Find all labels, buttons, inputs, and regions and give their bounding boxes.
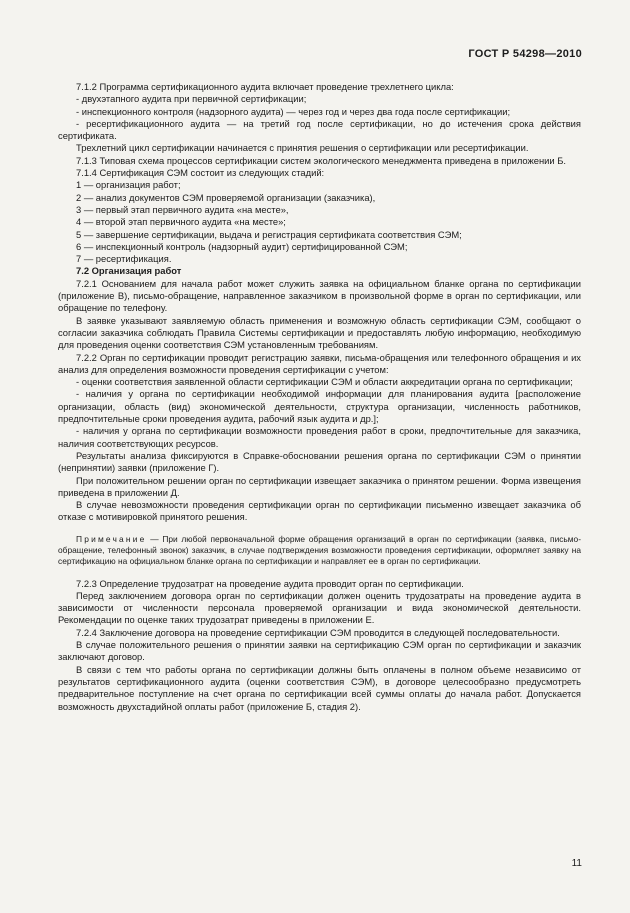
paragraph: 7.2.1 Основанием для начала работ может служить заявка на официальном бланке органа по сертификации (приложение В), письмо-обращение, направленное заказчиком в произвольной форме в орган по сертификации, или обращение по телефону.	[58, 277, 581, 314]
paragraph: 7.2.3 Определение трудозатрат на проведение аудита проводит орган по сертификации.	[76, 577, 464, 589]
document-body	[58, 81, 581, 713]
list-item: - ресертификационного аудита — на третий год после сертификации, но до истечения срока действия сертификата.	[58, 117, 581, 142]
note-label: Примечание	[76, 533, 147, 544]
list-item: 6 — инспекционный контроль (надзорный аудит) сертифицированной СЭМ;	[76, 240, 408, 252]
paragraph: Результаты анализа фиксируются в Справке-обосновании решения органа по сертификации СЭМ о принятии (непринятии) заявки (приложение Г).	[58, 449, 581, 474]
list-item: 3 — первый этап первичного аудита «на месте»,	[76, 203, 289, 215]
list-item: - инспекционного контроля (надзорного аудита) — через год и через два года после сертификации;	[76, 105, 511, 117]
list-item: 1 — организация работ;	[76, 179, 181, 191]
section-heading: 7.2 Организация работ	[76, 265, 182, 277]
paragraph: При положительном решении орган по сертификации извещает заказчика о принятом решении. Форма извещения приведена в приложении Д.	[58, 474, 581, 498]
paragraph: 7.1.2 Программа сертификационного аудита включает проведение трехлетнего цикла:	[76, 81, 454, 92]
paragraph: 7.2.2 Орган по сертификации проводит регистрацию заявки, письма-обращения или телефонного обращения и их анализ для определения возможности проведения сертификации с учетом:	[58, 351, 581, 375]
paragraph: В заявке указывают заявляемую область применения и возможную область сертификации СЭМ, сообщают о согласии заказчика соблюдать Правила Системы сертификации и предоставлять любую информацию, необходимую для проведения оценки соответствия СЭМ установленным требованиям.	[58, 314, 581, 351]
document-header: ГОСТ Р 54298—2010	[468, 48, 582, 60]
paragraph: Трехлетний цикл сертификации начинается с принятия решения о сертификации или ресертификации.	[76, 142, 529, 154]
paragraph: В случае невозможности проведения сертификации орган по сертификации письменно извещает заказчика об отказе с мотивировкой принятого решения.	[58, 499, 581, 523]
list-item: - оценки соответствия заявленной области сертификации СЭМ и области аккредитации органа по сертификации;	[76, 376, 573, 388]
list-item: - наличия у органа по сертификации необходимой информации для планирования аудита [расположение организации, область (вид) экономической деятельности, структура организации, численность работников, предпочтительные сроки проведения аудита, рабочий язык аудита и др.];	[58, 388, 581, 425]
paragraph: В связи с тем что работы органа по сертификации должны быть оплачены в полном объеме независимо от результатов сертификационного аудита (оценки соответствия СЭМ), в договоре целесообразно предусмотреть предварительное поступление на счет органа по сертификации всей суммы оплаты до начала работ. Допускается возможность двухстадийной оплаты работ (приложение Б, стадия 2).	[58, 663, 581, 712]
list-item: 4 — второй этап первичного аудита «на месте»;	[76, 216, 286, 228]
list-item: 5 — завершение сертификации, выдача и регистрация сертификата соответствия СЭМ;	[76, 228, 462, 240]
list-item: 2 — анализ документов СЭМ проверяемой организации (заказчика),	[76, 191, 376, 203]
list-item: 7 — ресертификация.	[76, 253, 172, 265]
note-text: — При любой первоначальной форме обращения организаций в орган по сертификации (заявка, письмо-обращение, телефонный звонок) заказчик, в случае подтверждения возможности проведения сертификации, оформляет заявку на сертификацию на официальном бланке органа по сертификации и направляет ее в орган по сертификации.	[58, 533, 581, 567]
paragraph: 7.1.3 Типовая схема процессов сертификации систем экологического менеджмента приведена в приложении Б.	[76, 154, 566, 166]
paragraph: 7.2.4 Заключение договора на проведение сертификации СЭМ проводится в следующей последовательности.	[76, 626, 560, 638]
paragraph: Перед заключением договора орган по сертификации должен оценить трудозатраты на проведение аудита в зависимости от численности персонала проверяемой организации и вида экономической деятельности. Рекомендации по оценке таких трудозатрат приведены в приложении Е.	[58, 589, 581, 626]
list-item: - наличия у органа по сертификации возможности проведения работ в сроки, предпочтительные для заказчика, наличия соответствующих ресурсов.	[58, 425, 581, 449]
page-number: 11	[571, 858, 582, 869]
list-item: - двухэтапного аудита при первичной сертификации;	[76, 93, 307, 105]
paragraph: 7.1.4 Сертификация СЭМ состоит из следующих стадий:	[76, 167, 325, 179]
note	[58, 534, 581, 568]
paragraph: В случае положительного решения о принятии заявки на сертификацию СЭМ орган по сертификации и заказчик заключают договор.	[58, 639, 581, 663]
